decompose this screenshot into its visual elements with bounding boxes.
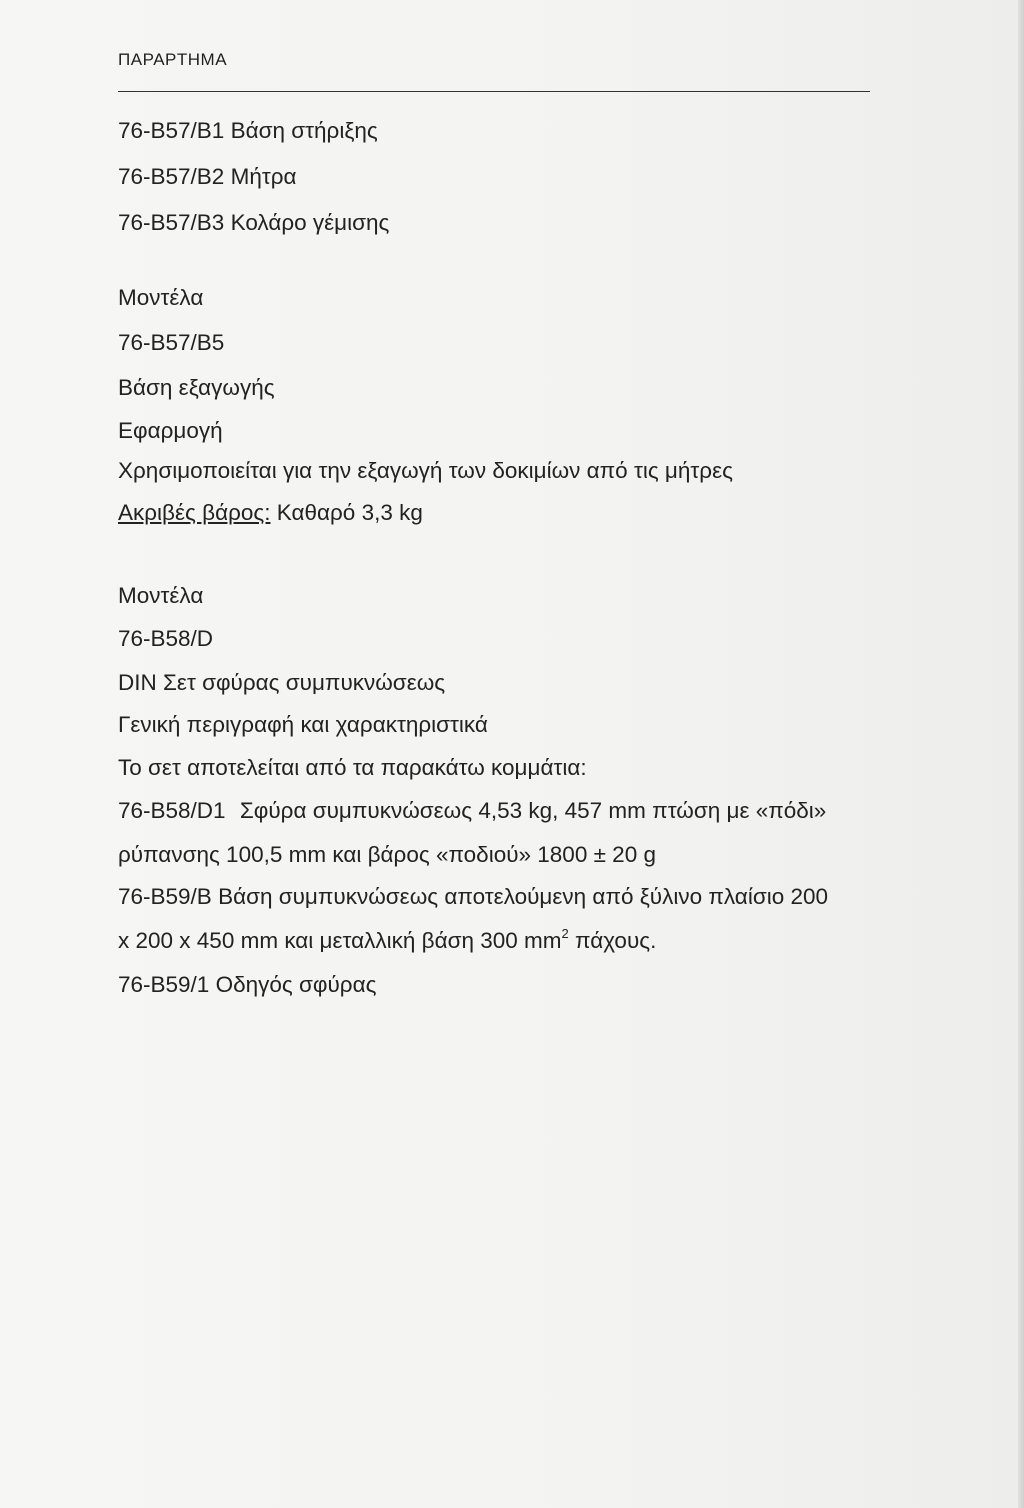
set-item-1-line-1: [118, 798, 826, 824]
set-item-2-line-2: [118, 928, 656, 954]
item-text: Σφύρα συμπυκνώσεως 4,53 kg, 457 mm πτώση με «πόδι»: [239, 798, 827, 823]
set-item-1-line-2: ρύπανσης 100,5 mm και βάρος «ποδιού» 1800 ± 20 g: [118, 842, 656, 867]
part-text: Μήτρα: [230, 164, 297, 189]
model-name-2: DIN Σετ σφύρας συμπυκνώσεως: [118, 670, 446, 695]
part-line-b2: [118, 164, 297, 190]
part-code: 76-B57/B1: [118, 118, 225, 143]
item-text-end: πάχους.: [568, 928, 657, 953]
set-intro: Το σετ αποτελείται από τα παρακάτω κομμάτια:: [118, 755, 587, 780]
model-name: Βάση εξαγωγής: [118, 375, 275, 400]
description-label: Γενική περιγραφή και χαρακτηριστικά: [118, 712, 488, 737]
application-label: Εφαρμογή: [118, 418, 223, 443]
superscript: 2: [561, 926, 569, 941]
item-code: 76-B59/1: [118, 972, 210, 997]
models-label-2: Μοντέλα: [118, 583, 204, 608]
item-text: Βάση συμπυκνώσεως αποτελούμενη από ξύλινο πλαίσιο 200: [218, 884, 829, 909]
part-line-b1: [118, 118, 378, 144]
model-code-2: 76-B58/D: [118, 626, 214, 651]
part-line-b3: [118, 210, 389, 236]
item-text: x 200 x 450 mm και μεταλλική βάση 300 mm: [118, 928, 562, 953]
part-text: Κολάρο γέμισης: [230, 210, 390, 235]
item-code: 76-B58/D1: [118, 798, 226, 823]
page-header: ΠΑΡΑΡΤΗΜΑ: [118, 50, 228, 69]
header-rule: [118, 91, 870, 92]
page-edge-shadow: [1018, 0, 1024, 1508]
weight-line: [118, 500, 423, 526]
part-code: 76-B57/B3: [118, 210, 225, 235]
item-code: 76-B59/B: [118, 884, 212, 909]
weight-label: Ακριβές βάρος:: [118, 500, 271, 525]
item-text: Οδηγός σφύρας: [215, 972, 377, 997]
model-code: 76-B57/B5: [118, 330, 225, 355]
models-label: Μοντέλα: [118, 285, 204, 310]
weight-value: Καθαρό 3,3 kg: [276, 500, 423, 525]
part-code: 76-B57/B2: [118, 164, 225, 189]
set-item-2-line-1: [118, 884, 828, 910]
application-text: Χρησιμοποιείται για την εξαγωγή των δοκιμίων από τις μήτρες: [118, 458, 733, 483]
part-text: Βάση στήριξης: [230, 118, 378, 143]
set-item-3: [118, 972, 376, 998]
